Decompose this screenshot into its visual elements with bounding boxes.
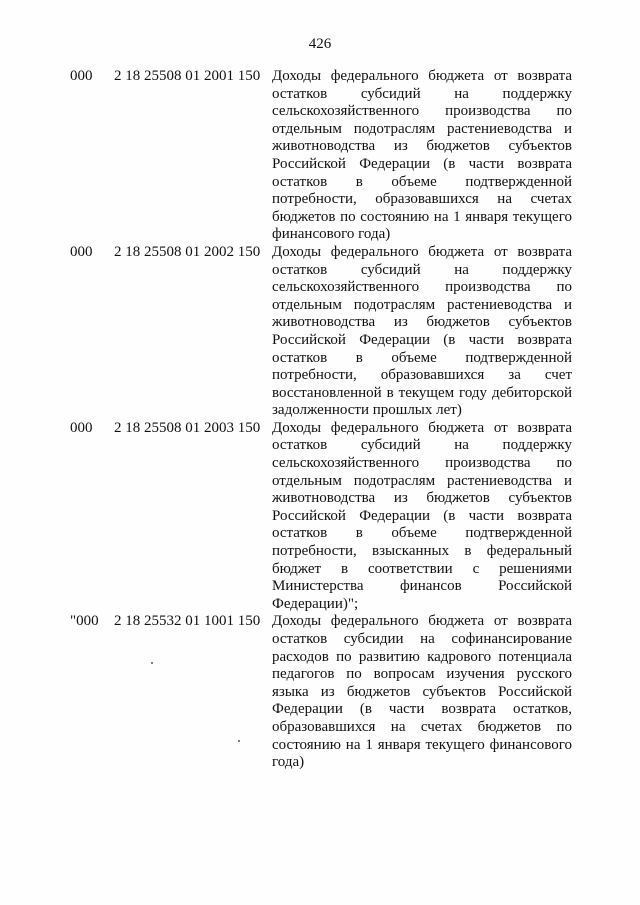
description-line: бюджетов по состоянию на 1 января текущего — [272, 208, 572, 225]
revenue-classification-code: 2 18 25508 01 2003 150 — [114, 419, 261, 436]
description-line: сельскохозяйственного производства по — [272, 279, 572, 296]
scan-speck — [238, 740, 240, 742]
budget-code-entry — [70, 613, 580, 771]
description-line: остатков субсидий на поддержку — [272, 261, 572, 278]
description-line: потребности, образовавшихся на счетах — [272, 191, 572, 208]
description-line: Доходы федерального бюджета от возврата — [272, 243, 572, 260]
description-line: педагогов по вопросам изучения русского — [272, 666, 572, 683]
description-line: Российской Федерации (в части возврата — [272, 331, 572, 348]
description-line: остатков субсидий на поддержку — [272, 437, 572, 454]
description-line: Российской Федерации (в части возврата — [272, 507, 572, 524]
revenue-description — [272, 420, 572, 614]
description-line: отдельным подотраслям растениеводства и — [272, 472, 572, 489]
admin-code: 000 — [70, 243, 93, 260]
revenue-classification-code: 2 18 25508 01 2001 150 — [114, 68, 261, 84]
description-line: Доходы федерального бюджета от возврата — [272, 419, 572, 436]
admin-code: 000 — [70, 419, 93, 436]
description-line: сельскохозяйственного производства по — [272, 455, 572, 472]
description-line: остатков в объеме подтвержденной — [272, 525, 572, 542]
description-line: остатков субсидии на софинансирование — [272, 631, 572, 647]
description-line: Федерации)"; — [272, 595, 359, 612]
description-line: года) — [272, 754, 305, 771]
description-line: отдельным подотраслям растениеводства и — [272, 296, 572, 313]
page-number: 426 — [308, 36, 332, 52]
description-line: отдельным подотраслям растениеводства и — [272, 120, 572, 137]
description-line: остатков субсидий на поддержку — [272, 85, 572, 102]
description-line: Российской Федерации (в части возврата — [272, 155, 572, 172]
admin-code: 000 — [70, 68, 93, 84]
description-line: потребности, взысканных в федеральный — [272, 543, 572, 560]
description-line: животноводства из бюджетов субъектов — [272, 138, 572, 155]
description-line: Федерации (в части возврата остатков, — [272, 701, 572, 718]
description-line: языка из бюджетов субъектов Российской — [272, 683, 572, 700]
description-line: бюджет в соответствии с решениями — [272, 560, 572, 577]
description-line: расходов по развитию кадрового потенциала — [272, 648, 572, 665]
description-line: задолженности прошлых лет) — [272, 402, 462, 419]
description-line: Доходы федерального бюджета от возврата — [272, 68, 572, 84]
description-line: Министерства финансов Российской — [272, 578, 572, 595]
description-line: сельскохозяйственного производства по — [272, 103, 572, 120]
revenue-description — [272, 68, 572, 244]
budget-code-entry — [70, 420, 580, 614]
budget-code-list — [70, 68, 580, 772]
description-line: Доходы федерального бюджета от возврата — [272, 613, 572, 630]
description-line: финансового года) — [272, 226, 391, 243]
description-line: образовавшихся на счетах бюджетов по — [272, 718, 572, 735]
description-line: животноводства из бюджетов субъектов — [272, 490, 572, 507]
revenue-description — [272, 244, 572, 420]
revenue-classification-code: 2 18 25508 01 2002 150 — [114, 243, 261, 260]
description-line: остатков в объеме подтвержденной — [272, 349, 572, 366]
description-line: животноводства из бюджетов субъектов — [272, 314, 572, 331]
description-line: потребности, образовавшихся за счет — [272, 367, 572, 384]
description-line: состоянию на 1 января текущего финансового — [272, 736, 572, 753]
description-line: остатков в объеме подтвержденной — [272, 173, 572, 190]
budget-code-entry — [70, 244, 580, 420]
scan-speck — [151, 662, 153, 664]
revenue-description — [272, 613, 572, 771]
description-line: восстановленной в текущем году дебиторской — [272, 384, 572, 401]
budget-code-entry — [70, 68, 580, 244]
revenue-classification-code: 2 18 25532 01 1001 150 — [114, 613, 261, 630]
admin-code: "000 — [70, 613, 99, 630]
